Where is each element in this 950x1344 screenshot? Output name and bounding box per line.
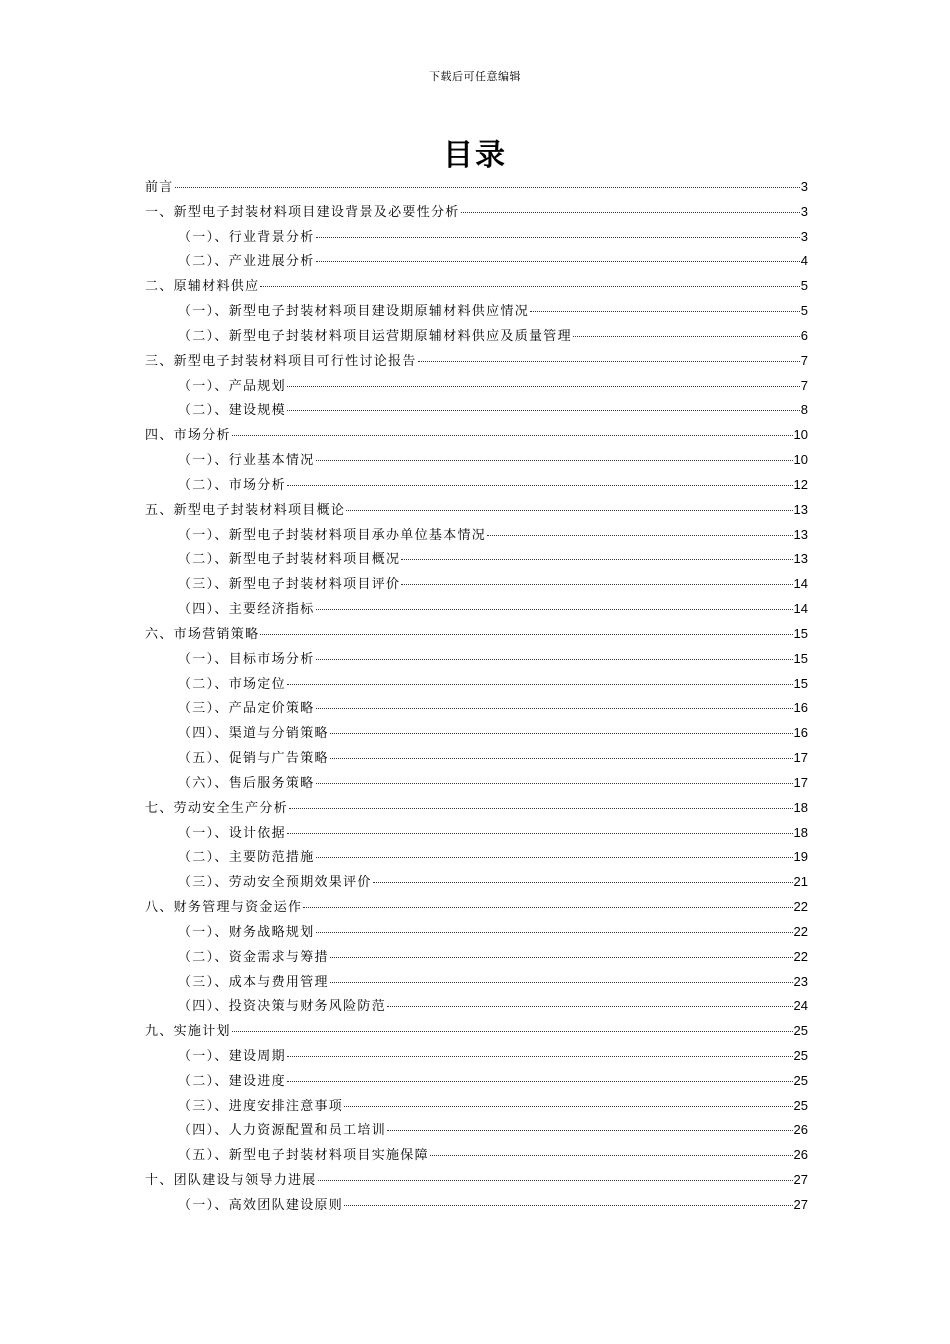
dot-leader [303,907,792,908]
dot-leader [387,1006,793,1007]
dot-leader [346,510,792,511]
toc-entry[interactable] [145,1194,808,1219]
toc-entry[interactable] [145,896,808,921]
toc-entry-label: （一）、高效团队建设原则 [178,1197,344,1213]
toc-entry[interactable] [145,201,808,226]
dot-leader [287,410,800,411]
toc-entry-label: 九、实施计划 [145,1024,231,1040]
toc-entry-page-number: 21 [793,874,808,890]
toc-entry[interactable] [145,1045,808,1070]
toc-entry-page-number: 14 [793,601,808,617]
toc-entry[interactable] [145,226,808,251]
toc-entry-page-number: 13 [793,551,808,567]
toc-entry-page-number: 5 [800,278,808,294]
toc-entry-page-number: 15 [793,625,808,641]
toc-entry[interactable] [145,424,808,449]
toc-entry-page-number: 25 [793,1023,808,1039]
toc-entry-label: （三）、成本与费用管理 [178,974,329,990]
toc-entry-page-number: 12 [793,476,808,492]
dot-leader [401,559,792,560]
dot-leader [401,584,792,585]
dot-leader [287,684,793,685]
toc-entry-label: （四）、渠道与分销策略 [178,726,329,742]
toc-entry[interactable] [145,1070,808,1095]
toc-entry-page-number: 18 [793,799,808,815]
toc-entry-label: 一、新型电子封装材料项目建设背景及必要性分析 [145,204,460,220]
toc-entry-label: （一）、新型电子封装材料项目建设期原辅材料供应情况 [178,304,530,320]
dot-leader [316,932,793,933]
table-of-contents [145,176,808,1219]
toc-entry[interactable] [145,673,808,698]
toc-entry-page-number: 3 [800,203,808,219]
toc-entry-page-number: 3 [800,228,808,244]
dot-leader [175,187,800,188]
dot-leader [260,634,792,635]
dot-leader [316,783,793,784]
toc-entry-page-number: 18 [793,824,808,840]
toc-entry-label: （一）、行业背景分析 [178,229,315,245]
dot-leader [287,485,793,486]
toc-entry-label: （五）、促销与广告策略 [178,751,329,767]
toc-entry[interactable] [145,971,808,996]
toc-entry-page-number: 19 [793,849,808,865]
dot-leader [287,386,800,387]
dot-leader [418,361,800,362]
toc-entry[interactable] [145,747,808,772]
toc-entry[interactable] [145,1119,808,1144]
toc-entry-page-number: 26 [793,1122,808,1138]
toc-entry-page-number: 17 [793,774,808,790]
toc-entry-page-number: 26 [793,1147,808,1163]
toc-entry[interactable] [145,325,808,350]
dot-leader [373,882,793,883]
toc-entry-page-number: 25 [793,1072,808,1088]
toc-entry-page-number: 23 [793,973,808,989]
dot-leader [316,708,793,709]
dot-leader [232,1031,793,1032]
toc-entry-page-number: 22 [793,923,808,939]
toc-entry-label: （三）、新型电子封装材料项目评价 [178,577,401,593]
dot-leader [316,261,800,262]
toc-entry[interactable] [145,449,808,474]
toc-entry[interactable] [145,300,808,325]
toc-entry-page-number: 27 [793,1196,808,1212]
dot-leader [232,435,793,436]
toc-entry-label: （一）、产品规划 [178,378,286,394]
dot-leader [316,460,793,461]
toc-entry-label: （一）、目标市场分析 [178,651,315,667]
toc-entry-page-number: 15 [793,675,808,691]
toc-entry-label: （四）、人力资源配置和员工培训 [178,1123,387,1139]
dot-leader [573,336,800,337]
dot-leader [461,212,800,213]
toc-entry-label: （二）、市场定位 [178,676,286,692]
toc-entry[interactable] [145,350,808,375]
dot-leader [330,758,793,759]
dot-leader [330,957,793,958]
toc-entry-page-number: 16 [793,700,808,716]
toc-entry[interactable] [145,697,808,722]
dot-leader [289,808,793,809]
toc-entry-page-number: 5 [800,303,808,319]
dot-leader [287,833,793,834]
toc-entry-page-number: 25 [793,1047,808,1063]
toc-entry[interactable] [145,822,808,847]
toc-entry[interactable] [145,946,808,971]
toc-entry-label: （一）、新型电子封装材料项目承办单位基本情况 [178,527,487,543]
dot-leader [316,659,793,660]
dot-leader [344,1205,792,1206]
toc-entry[interactable] [145,375,808,400]
toc-entry-label: （一）、设计依据 [178,825,286,841]
toc-entry-label: 四、市场分析 [145,428,231,444]
dot-leader [530,311,800,312]
toc-entry-label: （二）、市场分析 [178,477,286,493]
toc-entry-page-number: 22 [793,899,808,915]
toc-entry[interactable] [145,275,808,300]
toc-entry[interactable] [145,722,808,747]
toc-entry-label: 八、财务管理与资金运作 [145,900,303,916]
toc-entry[interactable] [145,176,808,201]
toc-entry-label: （四）、主要经济指标 [178,602,315,618]
toc-entry-page-number: 10 [793,427,808,443]
toc-entry-label: （三）、劳动安全预期效果评价 [178,875,372,891]
header-note: 下载后可任意编辑 [429,70,521,83]
toc-entry-page-number: 3 [800,179,808,194]
toc-entry[interactable] [145,548,808,573]
toc-entry-page-number: 15 [793,650,808,666]
toc-entry-page-number: 10 [793,452,808,468]
toc-entry-page-number: 13 [793,501,808,517]
toc-entry-label: （二）、新型电子封装材料项目运营期原辅材料供应及质量管理 [178,328,572,344]
toc-entry[interactable] [145,921,808,946]
dot-leader [316,609,793,610]
dot-leader [260,286,799,287]
toc-entry-page-number: 6 [800,327,808,343]
toc-entry[interactable] [145,1095,808,1120]
dot-leader [316,857,793,858]
toc-entry-label: （二）、资金需求与筹措 [178,949,329,965]
toc-entry-page-number: 27 [793,1172,808,1188]
toc-entry[interactable] [145,1169,808,1194]
toc-entry[interactable] [145,648,808,673]
dot-leader [318,1180,793,1181]
toc-entry[interactable] [145,399,808,424]
toc-entry-label: （一）、建设周期 [178,1048,286,1064]
toc-entry-label: 六、市场营销策略 [145,626,260,642]
dot-leader [330,982,793,983]
toc-entry-page-number: 13 [793,526,808,542]
dot-leader [487,535,792,536]
toc-entry-label: （二）、主要防范措施 [178,850,315,866]
toc-entry-page-number: 24 [793,998,808,1014]
toc-entry-page-number: 17 [793,750,808,766]
toc-entry[interactable] [145,995,808,1020]
toc-entry-label: 七、劳动安全生产分析 [145,800,289,816]
toc-entry-label: （一）、财务战略规划 [178,924,315,940]
toc-entry-label: （四）、投资决策与财务风险防范 [178,999,387,1015]
toc-entry[interactable] [145,797,808,822]
toc-entry[interactable] [145,623,808,648]
toc-entry[interactable] [145,573,808,598]
toc-entry[interactable] [145,1144,808,1169]
toc-entry[interactable] [145,499,808,524]
toc-entry-label: （二）、新型电子封装材料项目概况 [178,552,401,568]
toc-entry[interactable] [145,871,808,896]
toc-entry-label: （二）、建设进度 [178,1073,286,1089]
dot-leader [344,1106,792,1107]
toc-entry-label: （三）、产品定价策略 [178,701,315,717]
toc-entry-page-number: 22 [793,948,808,964]
toc-entry-page-number: 4 [800,253,808,269]
toc-entry-page-number: 7 [800,352,808,368]
toc-title: 目录 [443,138,507,173]
toc-entry[interactable] [145,598,808,623]
toc-entry-page-number: 8 [800,402,808,418]
toc-entry-label: 二、原辅材料供应 [145,279,260,295]
toc-entry[interactable] [145,474,808,499]
dot-leader [387,1130,793,1131]
toc-entry-page-number: 14 [793,576,808,592]
toc-entry-label: （二）、建设规模 [178,403,286,419]
toc-entry-label: 前言 [145,180,174,195]
toc-entry[interactable] [145,524,808,549]
toc-entry-label: （五）、新型电子封装材料项目实施保障 [178,1148,429,1164]
dot-leader [287,1056,793,1057]
toc-entry-label: （一）、行业基本情况 [178,453,315,469]
toc-entry-label: （三）、进度安排注意事项 [178,1098,344,1114]
dot-leader [330,733,793,734]
toc-entry-page-number: 25 [793,1097,808,1113]
dot-leader [430,1155,793,1156]
dot-leader [287,1081,793,1082]
toc-entry-label: 十、团队建设与领导力进展 [145,1173,317,1189]
toc-entry-label: 三、新型电子封装材料项目可行性讨论报告 [145,353,417,369]
toc-entry[interactable] [145,250,808,275]
dot-leader [316,237,800,238]
toc-entry-page-number: 7 [800,377,808,393]
toc-entry[interactable] [145,1020,808,1045]
toc-entry-label: （六）、售后服务策略 [178,775,315,791]
toc-entry-label: （二）、产业进展分析 [178,254,315,270]
toc-entry[interactable] [145,772,808,797]
toc-entry-label: 五、新型电子封装材料项目概论 [145,502,346,518]
toc-entry[interactable] [145,846,808,871]
toc-entry-page-number: 16 [793,725,808,741]
